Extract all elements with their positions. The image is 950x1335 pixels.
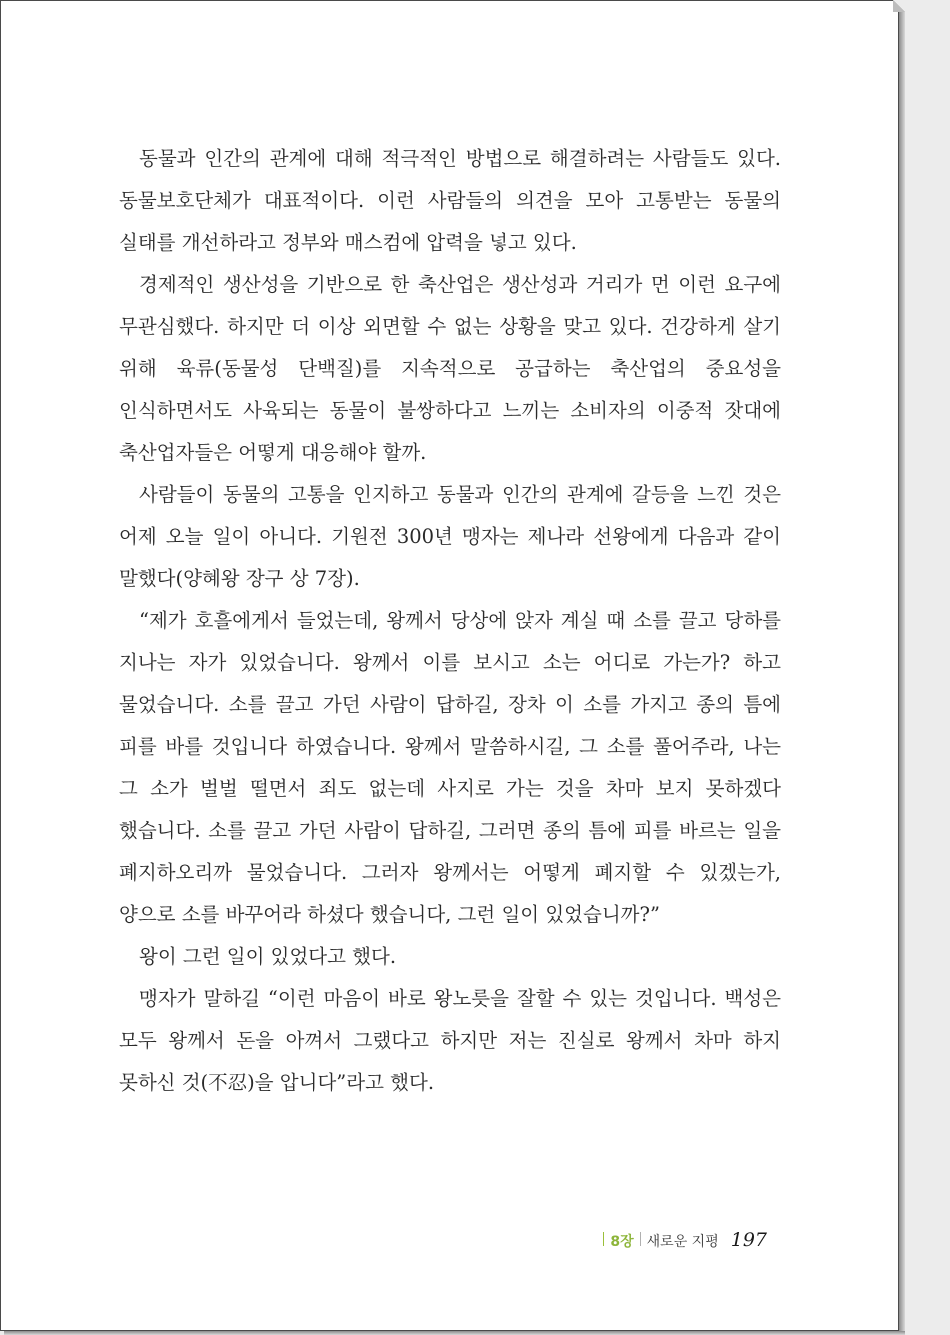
paragraph: “제가 호흘에게서 들었는데, 왕께서 당상에 앉자 계실 때 소를 끌고 당하를 지나는 자가 있었습니다. 왕께서 이를 보시고 소는 어디로 가는가? 하고 물었습니다. 소를 끌고 가던 사람이 답하길, 장차 이 소를 가지고 종의 틈에 피를 바를 것입니다 하였습니다. 왕께서 말씀하시길, 그 소를 풀어주라, 나는 그 소가 벌벌 떨면서 죄도 없는데 사지로 가는 것을 차마 보지 못하겠다 했습니다. 소를 끌고 가던 사람이 답하길, 그러면 종의 틈에 피를 바르는 일을 폐지하오리까 물었습니다. 그러자 왕께서는 어떻게 폐지할 수 있겠는가, 양으로 소를 바꾸어라 하셨다 했습니다, 그런 일이 있었습니까?” (119, 609, 781, 926)
page-body (119, 138, 781, 1104)
chapter-label: 8장 (610, 1234, 634, 1250)
page-corner (893, 0, 905, 12)
paragraph: 사람들이 동물의 고통을 인지하고 동물과 인간의 관계에 갈등을 느낀 것은 어제 오늘 일이 아니다. 기원전 300년 맹자는 제나라 선왕에게 다음과 같이 말했다(양혜왕 장구 상 7장). (119, 483, 781, 590)
section-title: 새로운 지평 (646, 1234, 719, 1250)
footer-divider (640, 1232, 641, 1246)
paragraph: 동물과 인간의 관계에 대해 적극적인 방법으로 해결하려는 사람들도 있다. 동물보호단체가 대표적이다. 이런 사람들의 의견을 모아 고통받는 동물의 실태를 개선하라고 정부와 매스컴에 압력을 넣고 있다. (119, 147, 781, 254)
footer-divider (603, 1232, 604, 1246)
paragraph: 경제적인 생산성을 기반으로 한 축산업은 생산성과 거리가 먼 이런 요구에 무관심했다. 하지만 더 이상 외면할 수 없는 상황을 맞고 있다. 건강하게 살기 위해 육류(동물성 단백질)를 지속적으로 공급하는 축산업의 중요성을 인식하면서도 사육되는 동물이 불쌍하다고 느끼는 소비자의 이중적 잣대에 축산업자들은 어떻게 대응해야 할까. (119, 273, 781, 464)
page-shadow (4, 1331, 905, 1335)
page-number: 197 (730, 1229, 767, 1251)
running-footer (603, 1229, 767, 1251)
page-shadow (899, 4, 905, 1335)
paragraph: 맹자가 말하길 “이런 마음이 바로 왕노릇을 잘할 수 있는 것입니다. 백성은 모두 왕께서 돈을 아껴서 그랬다고 하지만 저는 진실로 왕께서 차마 하지 못하신 것(不忍)을 압니다”라고 했다. (119, 987, 781, 1094)
paragraph: 왕이 그런 일이 있었다고 했다. (139, 945, 397, 968)
